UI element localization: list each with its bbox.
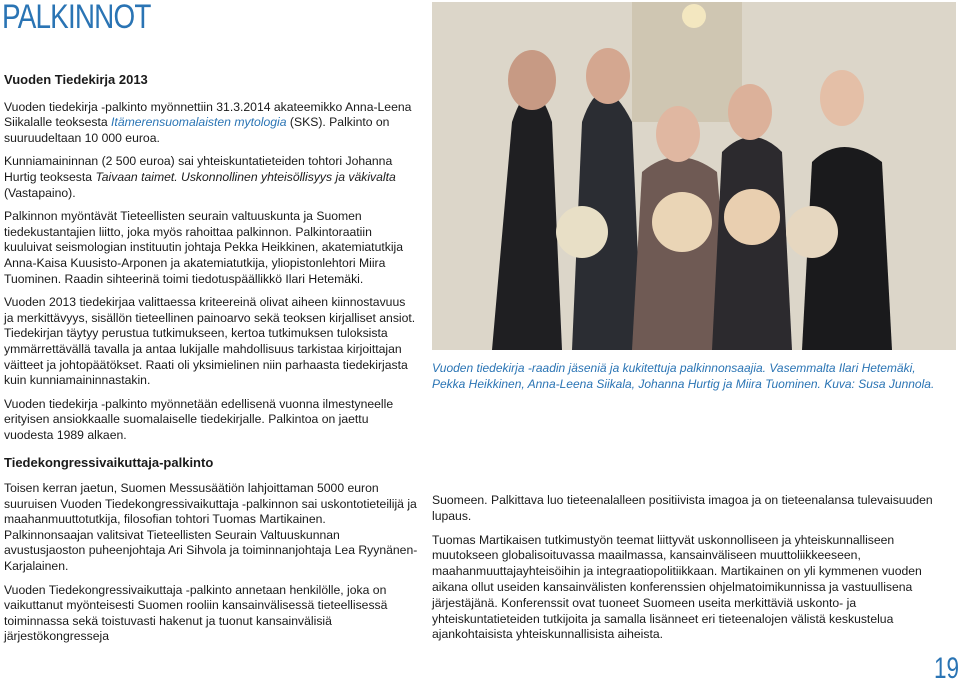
- paragraph-award: Vuoden tiedekirja -palkinto myönnettiin 31.3.2014 akateemikko Anna-Leena Siikalalle teoksesta Itämerensuomalaisten mytologia (SKS). Palkinto on suuruudeltaan 10 000 euroa.: [4, 99, 412, 145]
- book-title: Taivaan taimet. Uskonnollinen yhteisöllisyys ja väkivalta: [95, 169, 396, 184]
- photo-illustration: [432, 2, 956, 350]
- paragraph-congress-award: Toisen kerran jaetun, Suomen Messusäätiön lahjoittaman 5000 euron suuruisen Vuoden Tiedekongressivaikuttaja -palkinnon sai uskontotieteilijä ja maahanmuuttotutkija, filosofian tohtori Tuomas Martikainen. Palkinnonsaajan valitsivat Tieteellisten Seurain Valtuuskunnan avustusjaoston puheenjohtaja Ari Sihvola ja toiminnanjohtaja Lea Ryynänen-Karjalainen.: [4, 481, 418, 574]
- paragraph-criteria: Vuoden 2013 tiedekirjaa valittaessa kriteereinä olivat aiheen kiinnostavuus ja merkittävyys, sisällön tieteellinen painoarvo sekä teoksen kirjalliset ansiot. Tiedekirjan täytyy perustua tutkimukseen, kertoa tutkimuksen tuloksista ymmärrettävällä tavalla ja antaa lukijalle mahdollisuus tarkistaa kirjoittajan väitteet ja johtopäätökset. Raati oli yksimielinen niin parhaasta tiedekirjasta kuin kunniamaininnastakin.: [4, 295, 416, 388]
- section-heading-congress: Tiedekongressivaikuttaja-palkinto: [4, 455, 214, 471]
- section-heading-tiedekirja: Vuoden Tiedekirja 2013: [4, 72, 148, 87]
- left-column: [4, 72, 418, 653]
- paragraph-honorable-mention: Kunniamaininnan (2 500 euroa) sai yhteiskuntatieteiden tohtori Johanna Hurtig teoksesta Taivaan taimet. Uskonnollinen yhteisöllisyys ja väkivalta (Vastapaino).: [4, 154, 396, 200]
- right-column: [432, 493, 950, 651]
- paragraph-martikainen: Tuomas Martikaisen tutkimustyön teemat liittyvät uskonnolliseen ja yhteiskunnalliseen muutokseen globalisoituvassa maailmassa, kansainväliseen muuttoliikkeeseen, maahanmuuttajayhteisöihin ja integraatiopolitiikkaan. Martikainen on yli kymmenen vuoden aikana ollut useiden kansainvälisten konferenssien ohjelmatoimikunnissa ja vastuullisena järjestäjänä. Konferenssit ovat tuoneet Suomeen useita merkittäviä uskonto- ja yhteiskuntatieteiden tutkijoita ja samalla lisänneet eri tieteenalojen välistä keskustelua ajankohtaisista yhteiskunnallisista aiheista.: [432, 532, 922, 642]
- award-photo: [432, 2, 956, 350]
- paragraph-history: Vuoden tiedekirja -palkinto myönnetään edellisenä vuonna ilmestyneelle erityisen ansiokkaalle suomalaiselle tiedekirjalle. Palkintoa on jaettu vuodesta 1989 alkaen.: [4, 396, 394, 442]
- paragraph-continuation: Suomeen. Palkittava luo tieteenalalleen positiivista imagoa ja on tieteenalansa tulevaisuuden lupaus.: [432, 493, 933, 523]
- photo-caption: Vuoden tiedekirja -raadin jäseniä ja kukitettuja palkinnonsaajia. Vasemmalta Ilari Hetemäki, Pekka Heikkinen, Anna-Leena Siikala, Johanna Hurtig ja Miira Tuominen. Kuva: Susa Junnola.: [432, 361, 935, 391]
- page-number: 19: [934, 652, 960, 685]
- paragraph-congress-criteria: Vuoden Tiedekongressivaikuttaja -palkinto annetaan henkilölle, joka on vaikuttanut myönteisesti Suomen rooliin kansainvälisessä tieteellisessä toiminnassa sekä toistuvasti hakenut ja tuonut kansainvälisiä järjestökongresseja: [4, 582, 388, 644]
- page-title: PALKINNOT: [2, 0, 151, 36]
- book-title-link[interactable]: Itämerensuomalaisten mytologia: [111, 115, 287, 130]
- paragraph-jury: Palkinnon myöntävät Tieteellisten seurain valtuuskunta ja Suomen tiedekustantajien liitto, joka myös rahoittaa palkinnon. Palkintoraatiin kuuluivat seismologian instituutin johtaja Pekka Heikkinen, akatemiatutkija Anna-Kaisa Kuusisto-Arponen ja akatemiatutkija, yliopistonlehtori Miira Tuominen. Raadin sihteerinä toimi tiedotuspäällikkö Ilari Hetemäki.: [4, 209, 404, 286]
